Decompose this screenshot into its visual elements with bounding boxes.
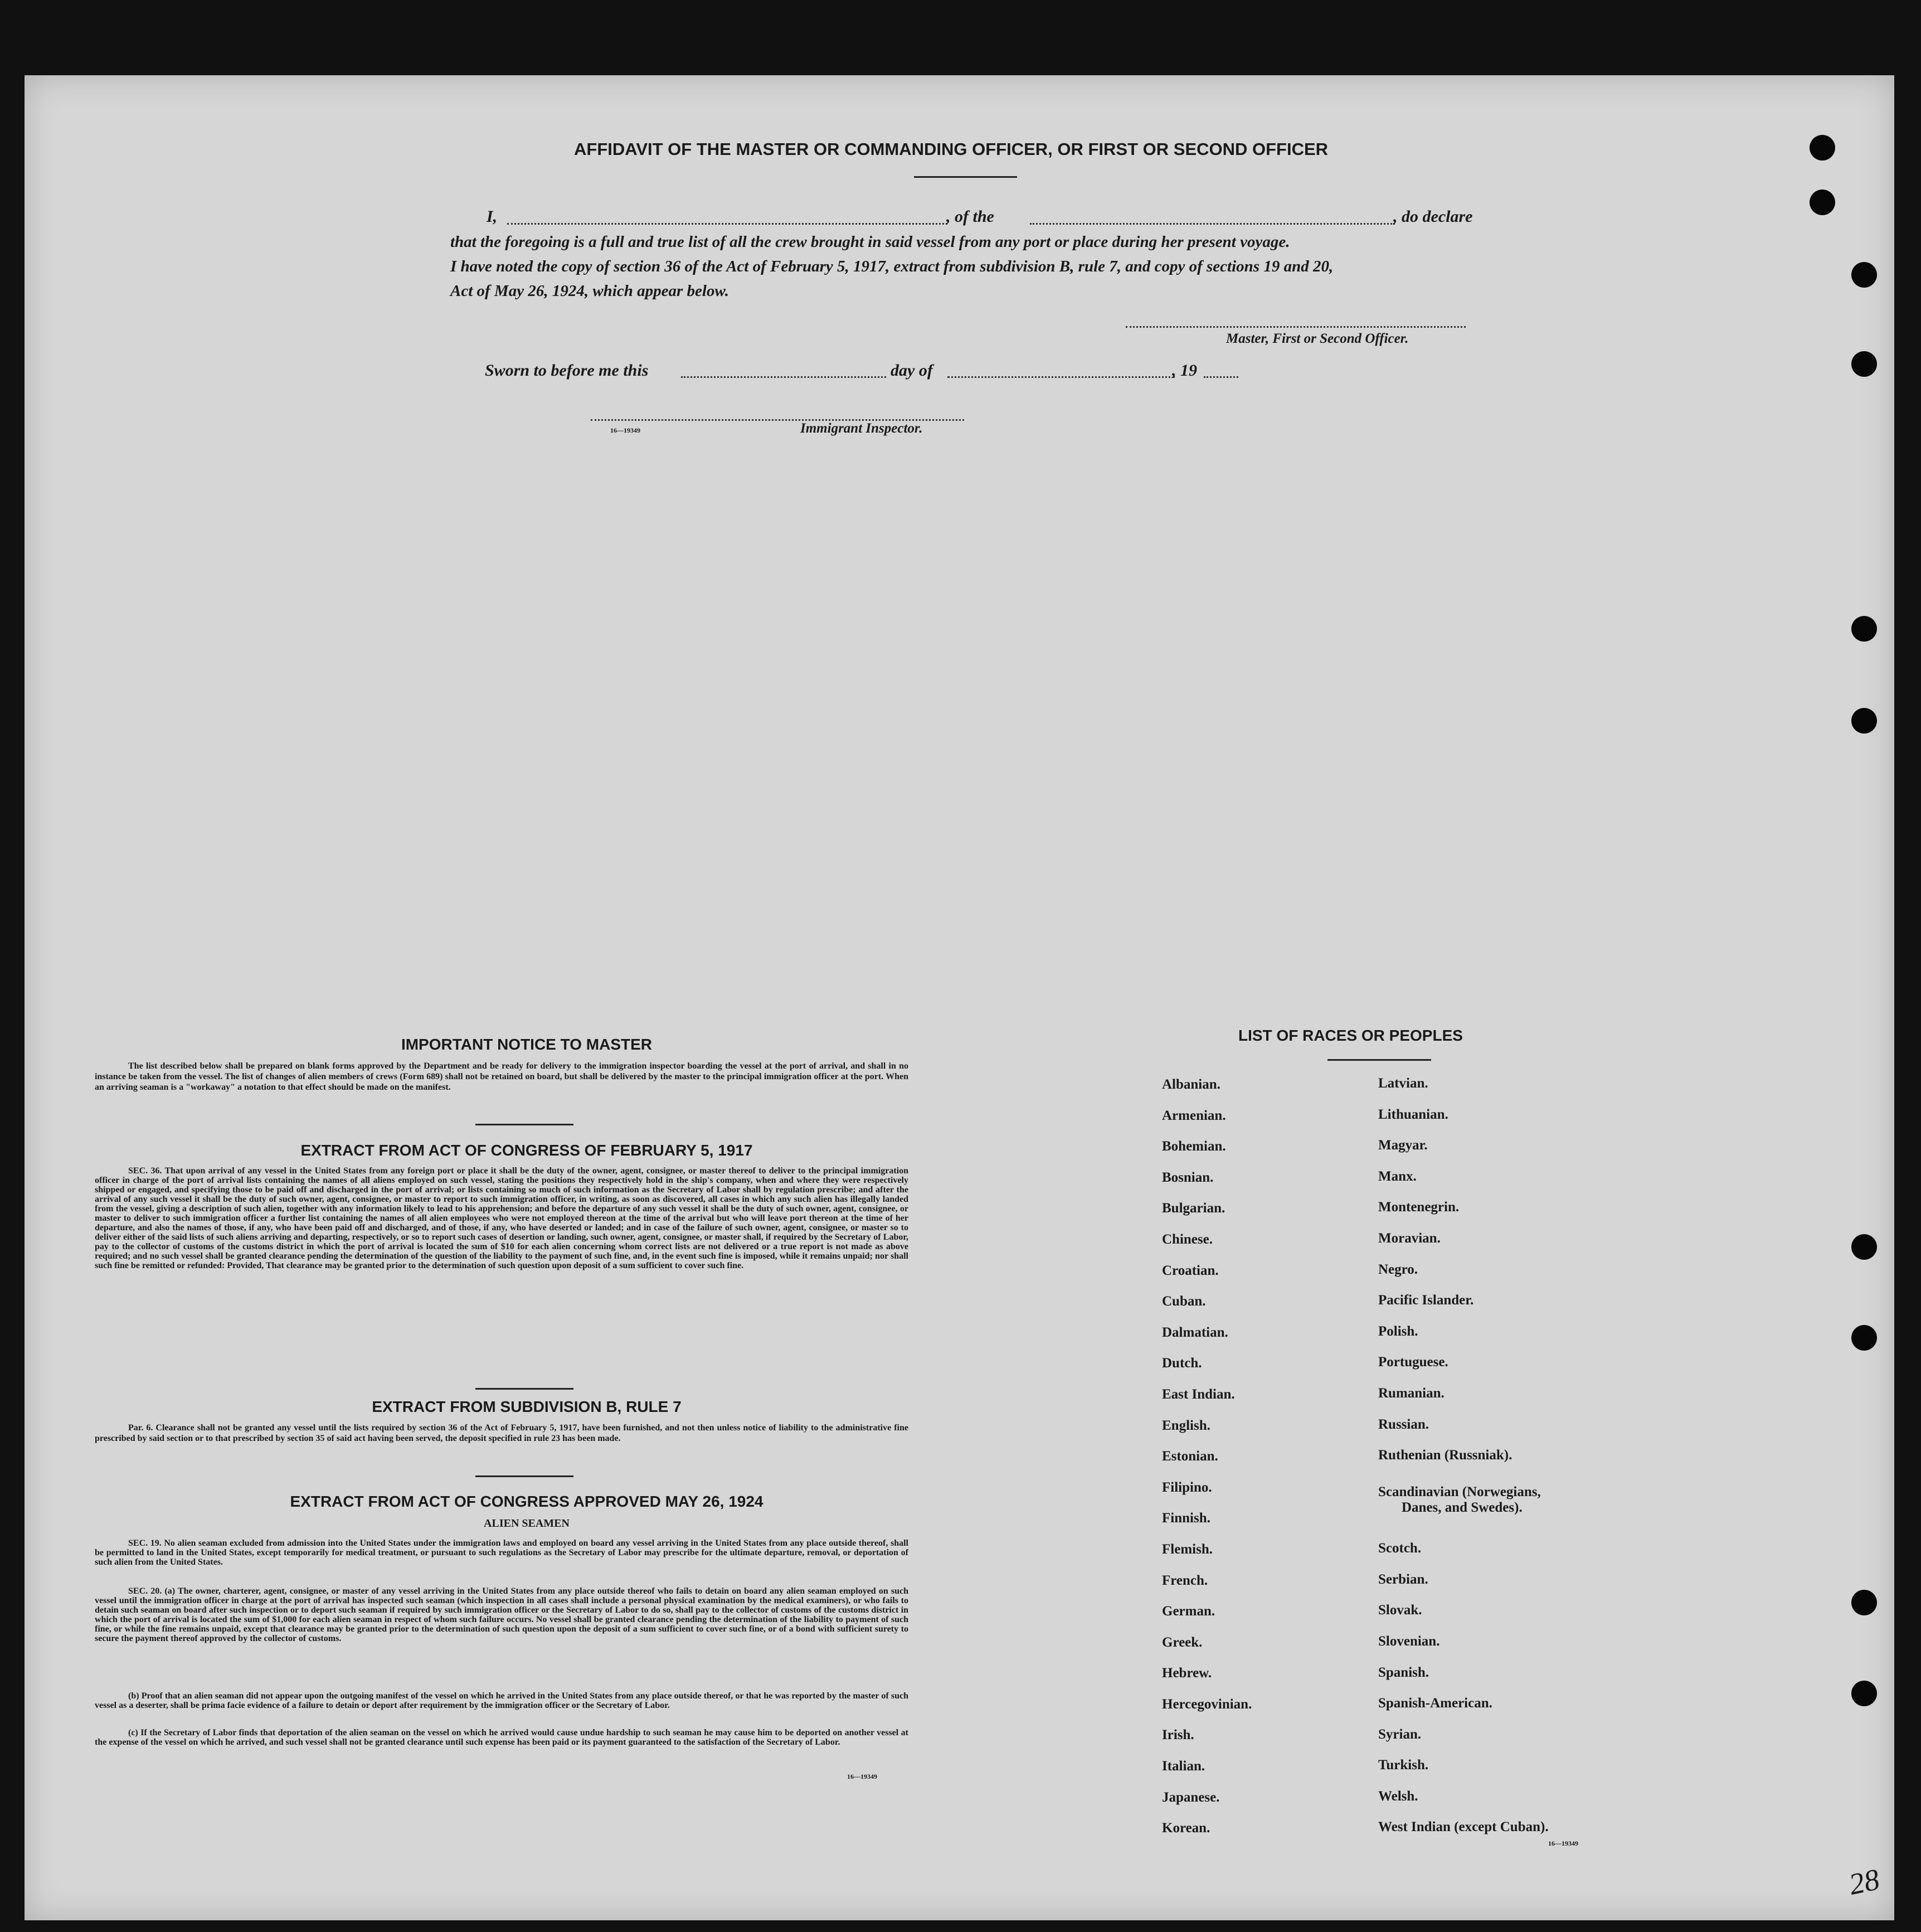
race-item: Albanian. [1162, 1077, 1220, 1092]
binder-hole [1851, 708, 1877, 734]
race-item: Greek. [1162, 1634, 1203, 1650]
race-item: Dutch. [1162, 1356, 1202, 1371]
races-left-column [1162, 1077, 1329, 1852]
of-the-label: , of the [946, 207, 994, 226]
race-item: West Indian (except Cuban). [1378, 1819, 1549, 1835]
race-item: East Indian. [1162, 1386, 1235, 1402]
race-item: Flemish. [1162, 1541, 1213, 1557]
race-item: Korean. [1162, 1821, 1210, 1836]
declaration-line-2: I have noted the copy of section 36 of the Act of February 5, 1917, extract from subdivision B, rule 7, and copy of sections 19 and 20, [450, 258, 1334, 275]
sworn-month-field[interactable] [947, 376, 1175, 378]
year-label: , 19 [1172, 361, 1197, 380]
day-of-label: day of [891, 361, 933, 380]
race-item: Spanish-American. [1378, 1696, 1492, 1711]
race-item: Turkish. [1378, 1758, 1429, 1773]
race-item: Ruthenian (Russniak). [1378, 1448, 1513, 1463]
race-item: Estonian. [1162, 1449, 1218, 1464]
divider [475, 1475, 573, 1477]
binder-hole [1810, 135, 1835, 161]
race-item: Pacific Islander. [1378, 1293, 1474, 1308]
extract-1924-title: EXTRACT FROM ACT OF CONGRESS APPROVED MAY 26, 1924 [290, 1493, 763, 1510]
form-number: 16—19349 [847, 1773, 877, 1780]
race-item: Rumanian. [1378, 1385, 1445, 1401]
race-item: Welsh. [1378, 1788, 1418, 1804]
race-item: Lithuanian. [1378, 1106, 1448, 1122]
form-number: 16—19349 [1548, 1839, 1578, 1847]
race-item: Armenian. [1162, 1108, 1226, 1123]
race-item: Serbian. [1378, 1571, 1428, 1587]
binder-hole [1851, 262, 1877, 288]
race-item: Scandinavian (Norwegians, [1378, 1484, 1541, 1500]
divider [1327, 1059, 1431, 1061]
inspector-caption: Immigrant Inspector. [800, 421, 923, 436]
extract-1924-sec20c: (c) If the Secretary of Labor finds that deportation of the alien seaman on the vessel on which he arrived would cause undue hardship to such seaman he may cause him to be deported on another vessel at the expense of the vessel on which he arrived, and such vessel shall not be granted clearance until such expense has been paid or its payment guaranteed to the satisfaction of the Secretary of Labor. [95, 1728, 908, 1747]
binder-hole [1810, 190, 1835, 215]
race-item: Dalmatian. [1162, 1324, 1228, 1340]
extract-1917-title: EXTRACT FROM ACT OF CONGRESS OF FEBRUARY 5, 1917 [300, 1142, 753, 1159]
divider [914, 176, 1017, 178]
race-item: Manx. [1378, 1168, 1417, 1184]
race-item: Montenegrin. [1378, 1200, 1460, 1215]
race-item: Russian. [1378, 1416, 1429, 1432]
binder-hole [1851, 1234, 1877, 1260]
extract-rule7-title: EXTRACT FROM SUBDIVISION B, RULE 7 [372, 1398, 682, 1415]
race-item: Slovenian. [1378, 1633, 1440, 1649]
race-item: Chinese. [1162, 1231, 1213, 1247]
race-item: German. [1162, 1604, 1215, 1619]
race-item-continued: Danes, and Swedes). [1402, 1500, 1523, 1516]
notice-body: The list described below shall be prepared on blank forms approved by the Department and be ready for delivery to the immigration inspector boarding the vessel at the port of arrival, and shall in no instance be taken from the vessel. The list of changes of alien members of crews (Form 689) shall not be retained on board, but shall be delivered by the master to the principal immigration officer at the port. When an arriving seaman is a "workaway" a notation to that effect should be made on the manifest. [95, 1061, 908, 1092]
race-item: Polish. [1378, 1323, 1418, 1339]
i-label: I, [487, 207, 498, 226]
race-item: Filipino. [1162, 1479, 1212, 1495]
divider [475, 1124, 573, 1125]
binder-hole [1851, 616, 1877, 642]
race-item: Hercegovinian. [1162, 1696, 1252, 1712]
master-signature-field[interactable] [1126, 326, 1466, 328]
binder-hole [1851, 351, 1877, 377]
form-number: 16—19349 [610, 426, 640, 434]
do-declare-label: , do declare [1393, 207, 1473, 226]
race-item: Bulgarian. [1162, 1201, 1225, 1216]
binder-hole [1851, 1681, 1877, 1706]
race-item: Croatian. [1162, 1263, 1219, 1278]
handwritten-page-mark: 28 [1846, 1862, 1883, 1901]
race-item: Italian. [1162, 1759, 1205, 1774]
race-item: Latvian. [1378, 1076, 1428, 1091]
vessel-name-field[interactable] [1030, 223, 1395, 225]
race-item: Bosnian. [1162, 1169, 1214, 1185]
divider [475, 1388, 573, 1390]
extract-1924-subtitle: ALIEN SEAMEN [484, 1517, 570, 1530]
race-item: English. [1162, 1418, 1210, 1433]
master-signature-caption: Master, First or Second Officer. [1226, 331, 1409, 346]
binder-hole [1851, 1590, 1877, 1615]
race-item: Spanish. [1378, 1664, 1429, 1680]
races-right-column [1378, 1076, 1635, 1842]
notice-title: IMPORTANT NOTICE TO MASTER [401, 1036, 653, 1053]
race-item: Irish. [1162, 1727, 1194, 1743]
binder-hole [1851, 1325, 1877, 1351]
race-item: Slovak. [1378, 1603, 1422, 1618]
extract-1924-sec20b: (b) Proof that an alien seaman did not appear upon the outgoing manifest of the vessel on which he arrived in the United States from any place outside thereof, or that he was reported by the master of such vessel as a deserter, shall be prima facie evidence of a failure to detain or deport after requirement by the immigration officer or the Secretary of Labor. [95, 1691, 908, 1710]
sworn-year-field[interactable] [1204, 376, 1238, 378]
race-item: Scotch. [1378, 1541, 1422, 1556]
races-title: LIST OF RACES OR PEOPLES [1238, 1027, 1463, 1044]
sworn-label: Sworn to before me this [485, 361, 649, 380]
race-item: Bohemian. [1162, 1139, 1226, 1154]
race-item: Finnish. [1162, 1511, 1210, 1526]
race-item: Moravian. [1378, 1230, 1441, 1246]
affidavit-title: AFFIDAVIT OF THE MASTER OR COMMANDING OFFICER, OR FIRST OR SECOND OFFICER [574, 139, 1329, 159]
extract-rule7-body: Par. 6. Clearance shall not be granted any vessel until the lists required by section 36 of the Act of February 5, 1917, have been furnished, and not then unless notice of liability to the administrative fine prescribed by said section or to that prescribed by section 35 of said act having been served, the deposit specified in rule 23 has been made. [95, 1423, 908, 1443]
race-item: Portuguese. [1378, 1355, 1448, 1370]
extract-1924-sec19: SEC. 19. No alien seaman excluded from admission into the United States under the immigration laws and employed on board any vessel arriving in the United States from any place outside thereof, shall be permitted to land in the United States, except temporarily for medical treatment, or pursuant to such regulations as the Secretary of Labor may prescribe for the ultimate departure, removal, or deportation of such alien from the United States. [95, 1538, 908, 1567]
race-item: Cuban. [1162, 1294, 1206, 1309]
officer-name-field[interactable] [507, 223, 947, 225]
race-item: Syrian. [1378, 1726, 1422, 1742]
race-item: Hebrew. [1162, 1666, 1212, 1681]
declaration-line-1: that the foregoing is a full and true list of all the crew brought in said vessel from any port or place during her present voyage. [450, 233, 1290, 251]
race-item: Japanese. [1162, 1789, 1220, 1805]
race-item-multiline [1378, 1484, 1635, 1541]
extract-1917-body: SEC. 36. That upon arrival of any vessel in the United States from any foreign port or place it shall be the duty of the owner, agent, consignee, or master thereof to deliver to the principal immigration officer in charge of the port of arrival lists containing the names of all aliens employed on such vessel, stating the positions they respectively hold in the ship's company, when and where they were respectively shipped or engaged, and specifying those to be paid off and discharged in the port of arrival; or lists containing so much of such information as the Secretary of Labor shall by regulation prescribe; and after the arrival of any such vessel it shall be the duty of such owner, agent, consignee, or master to report to such immigration officer, in writing, as soon as discovered, all cases in which any such alien has illegally landed from the vessel, giving a description of such alien, together with any information likely to lead to his apprehension; and before the departure of any such vessel it shall be the duty of such owner, agent, consignee, or master to deliver to such immigration officer a further list containing the names of all alien employees who were not employed thereon at the time of the arrival but who will leave port thereon at the time of her departure, and also the names of those, if any, who have been paid off and discharged, and of those, if any, who have deserted or landed; and in case of the failure of such owner, agent, consignee, or master so to deliver either of the said lists of such aliens arriving and departing, respectively, or so to report such cases of desertion or landing, such owner, agent, consignee, or master shall, if required by the Secretary of Labor, pay to the collector of customs of the customs district in which the port of arrival is located the sum of $10 for each alien concerning whom correct lists are not delivered or a true report is not made as above required; and no such vessel shall be granted clearance pending the determination of the question of the liability to the payment of such fine, and, in the event such fine is imposed, while it remains unpaid; nor shall such fine be remitted or refunded: Provided, That clearance may be granted prior to the determination of such question upon deposit of a sum sufficient to cover such fine. [95, 1166, 908, 1270]
extract-1924-sec20a: SEC. 20. (a) The owner, charterer, agent, consignee, or master of any vessel arriving in the United States from any place outside thereof who fails to detain on board any alien seaman employed on such vessel until the immigration officer in charge at the port of arrival has inspected such seaman (which inspection in all cases shall include a personal physical examination by the medical examiners), or who fails to detain such seaman on board after such inspection or to deport such seaman if required by such immigration officer or the Secretary of Labor to do so, shall pay to the collector of customs of the customs district in which the port of arrival is located the sum of $1,000 for each alien seaman in respect of whom such failure occurs. No vessel shall be granted clearance pending the determination of the liability to payment of such fine, or while the fine remains unpaid, except that clearance may be granted prior to the determination of such question upon the deposit of a sum sufficient to cover such fine, or of a bond with sufficient surety to secure the payment thereof approved by the collector of customs. [95, 1586, 908, 1643]
declaration-line-3: Act of May 26, 1924, which appear below. [450, 282, 729, 300]
race-item: Magyar. [1378, 1138, 1428, 1153]
race-item: French. [1162, 1572, 1208, 1588]
sworn-day-field[interactable] [681, 376, 886, 378]
race-item: Negro. [1378, 1261, 1418, 1277]
